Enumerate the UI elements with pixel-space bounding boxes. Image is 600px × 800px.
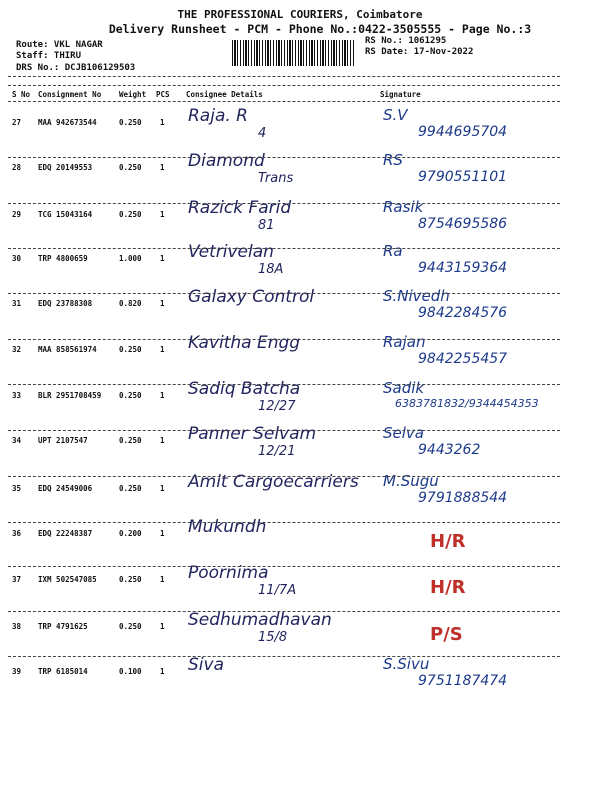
row-pcs: 1 bbox=[160, 163, 165, 172]
row-consignment-no: EDQ 20149553 bbox=[38, 163, 93, 172]
row-consignee-name: Siva bbox=[188, 655, 224, 675]
row-pcs: 1 bbox=[160, 484, 165, 493]
row-weight: 0.820 bbox=[119, 299, 142, 308]
row-divider bbox=[8, 476, 560, 477]
row-consignment-no: EDQ 24549006 bbox=[38, 484, 93, 493]
row-signature: S.V bbox=[383, 106, 408, 124]
row-weight: 0.250 bbox=[119, 391, 142, 400]
row-divider bbox=[8, 248, 560, 249]
row-sno: 28 bbox=[12, 163, 22, 172]
row-signature: S.Nivedh bbox=[383, 287, 450, 305]
header-divider bbox=[8, 101, 560, 102]
row-signature: S.Sivu bbox=[383, 655, 430, 673]
row-consignment-no: TCG 15043164 bbox=[38, 210, 93, 219]
row-signature: RS bbox=[383, 151, 403, 169]
row-weight: 0.200 bbox=[119, 529, 142, 538]
row-consignment-no: MAA 942673544 bbox=[38, 118, 97, 127]
row-sno: 27 bbox=[12, 118, 22, 127]
col-weight: Weight bbox=[119, 90, 147, 99]
row-weight: 0.250 bbox=[119, 118, 142, 127]
row-consignment-no: UPT 2107547 bbox=[38, 436, 88, 445]
row-consignee-name: Amit Cargoecarriers bbox=[188, 472, 359, 492]
row-divider bbox=[8, 203, 560, 204]
row-consignee-name: Sadiq Batcha bbox=[188, 379, 301, 399]
row-pcs: 1 bbox=[160, 391, 165, 400]
row-pcs: 1 bbox=[160, 436, 165, 445]
row-weight: 1.000 bbox=[119, 254, 142, 263]
row-sno: 36 bbox=[12, 529, 22, 538]
row-signature: Sadik bbox=[383, 379, 425, 397]
row-weight: 0.250 bbox=[119, 484, 142, 493]
row-signature-phone: 9751187474 bbox=[418, 673, 508, 689]
row-pcs: 1 bbox=[160, 622, 165, 631]
row-consignee-door: 12/21 bbox=[258, 444, 296, 459]
row-sno: 31 bbox=[12, 299, 22, 308]
row-consignee-name: Diamond bbox=[188, 151, 265, 171]
row-consignee-name: Panner Selvam bbox=[188, 424, 317, 444]
row-consignment-no: TRP 4791625 bbox=[38, 622, 88, 631]
row-consignment-no: MAA 858561974 bbox=[38, 345, 97, 354]
row-signature: Rajan bbox=[383, 333, 426, 351]
row-pcs: 1 bbox=[160, 210, 165, 219]
row-consignment-no: TRP 4800659 bbox=[38, 254, 88, 263]
route-label: Route: VKL NAGAR bbox=[16, 40, 103, 50]
row-consignment-no: IXM 502547085 bbox=[38, 575, 97, 584]
row-consignee-door: 11/7A bbox=[258, 583, 297, 598]
col-signature: Signature bbox=[380, 90, 421, 99]
company-title: THE PROFESSIONAL COURIERS, Coimbatore bbox=[177, 8, 423, 21]
row-pcs: 1 bbox=[160, 529, 165, 538]
row-weight: 0.250 bbox=[119, 345, 142, 354]
row-consignment-no: TRP 6185014 bbox=[38, 667, 88, 676]
row-sno: 38 bbox=[12, 622, 22, 631]
row-consignment-no: EDQ 23788308 bbox=[38, 299, 93, 308]
col-sno: S No bbox=[12, 90, 31, 99]
row-sno: 33 bbox=[12, 391, 22, 400]
row-sno: 37 bbox=[12, 575, 22, 584]
row-signature-phone: 9842284576 bbox=[418, 305, 508, 321]
row-signature-phone: 9443159364 bbox=[418, 260, 508, 276]
row-pcs: 1 bbox=[160, 575, 165, 584]
row-signature-phone: 8754695586 bbox=[418, 216, 508, 232]
row-sno: 30 bbox=[12, 254, 22, 263]
row-consignee-name: Vetrivelan bbox=[188, 242, 274, 262]
row-divider bbox=[8, 430, 560, 431]
row-pcs: 1 bbox=[160, 299, 165, 308]
barcode bbox=[232, 40, 354, 66]
row-divider bbox=[8, 611, 560, 612]
row-consignee-name: Sedhumadhavan bbox=[188, 610, 332, 630]
row-consignment-no: BLR 2951708459 bbox=[38, 391, 102, 400]
row-sno: 29 bbox=[12, 210, 22, 219]
row-signature: P/S bbox=[430, 624, 463, 645]
staff-label: Staff: THIRU bbox=[16, 51, 82, 61]
row-sno: 35 bbox=[12, 484, 22, 493]
row-signature-phone: 9790551101 bbox=[418, 169, 508, 185]
rs-number: RS No.: 1061295 bbox=[365, 36, 447, 46]
row-signature-phone: 9791888544 bbox=[418, 490, 508, 506]
row-divider bbox=[8, 293, 560, 294]
row-consignee-door: Trans bbox=[258, 171, 294, 186]
row-signature: H/R bbox=[430, 577, 466, 598]
row-consignee-door: 12/27 bbox=[258, 399, 296, 414]
row-signature-phone: 9443262 bbox=[418, 442, 481, 458]
row-sno: 32 bbox=[12, 345, 22, 354]
col-consignee: Consignee Details bbox=[186, 90, 263, 99]
row-signature: Selva bbox=[383, 424, 424, 442]
row-pcs: 1 bbox=[160, 345, 165, 354]
col-pcs: PCS bbox=[156, 90, 170, 99]
row-weight: 0.250 bbox=[119, 163, 142, 172]
runsheet-subtitle: Delivery Runsheet - PCM - Phone No.:0422-3505555 - Page No.:3 bbox=[108, 22, 532, 36]
row-weight: 0.250 bbox=[119, 575, 142, 584]
header-divider bbox=[8, 76, 560, 77]
row-divider bbox=[8, 566, 560, 567]
row-pcs: 1 bbox=[160, 254, 165, 263]
row-signature-phone: 9944695704 bbox=[418, 124, 508, 140]
row-signature: Ra bbox=[383, 242, 403, 260]
row-consignee-door: 18A bbox=[258, 262, 284, 277]
row-signature: Rasik bbox=[383, 198, 424, 216]
row-consignee-name: Poornima bbox=[188, 563, 269, 583]
row-sno: 34 bbox=[12, 436, 22, 445]
row-signature: H/R bbox=[430, 531, 466, 552]
header-divider bbox=[8, 85, 560, 86]
row-weight: 0.100 bbox=[119, 667, 142, 676]
row-consignee-name: Raja. R bbox=[188, 106, 248, 126]
row-divider bbox=[8, 157, 560, 158]
row-consignment-no: EDQ 22248387 bbox=[38, 529, 93, 538]
row-signature: M.Sugu bbox=[383, 472, 439, 490]
col-consignment: Consignment No bbox=[38, 90, 102, 99]
row-divider bbox=[8, 339, 560, 340]
row-pcs: 1 bbox=[160, 667, 165, 676]
row-pcs: 1 bbox=[160, 118, 165, 127]
row-consignee-door: 4 bbox=[258, 126, 267, 141]
row-signature-phone: 6383781832/9344454353 bbox=[395, 397, 539, 410]
row-consignee-name: Mukundh bbox=[188, 517, 267, 537]
row-divider bbox=[8, 656, 560, 657]
rs-date: RS Date: 17-Nov-2022 bbox=[365, 47, 474, 57]
row-consignee-name: Razick Farid bbox=[188, 198, 292, 218]
row-signature-phone: 9842255457 bbox=[418, 351, 508, 367]
row-consignee-door: 15/8 bbox=[258, 630, 288, 645]
row-weight: 0.250 bbox=[119, 436, 142, 445]
row-weight: 0.250 bbox=[119, 622, 142, 631]
row-divider bbox=[8, 522, 560, 523]
row-weight: 0.250 bbox=[119, 210, 142, 219]
drs-number: DRS No.: DCJB106129503 bbox=[16, 63, 136, 73]
row-consignee-name: Kavitha Engg bbox=[188, 333, 301, 353]
row-sno: 39 bbox=[12, 667, 22, 676]
row-divider bbox=[8, 384, 560, 385]
row-consignee-door: 81 bbox=[258, 218, 275, 233]
row-consignee-name: Galaxy Control bbox=[188, 287, 315, 307]
